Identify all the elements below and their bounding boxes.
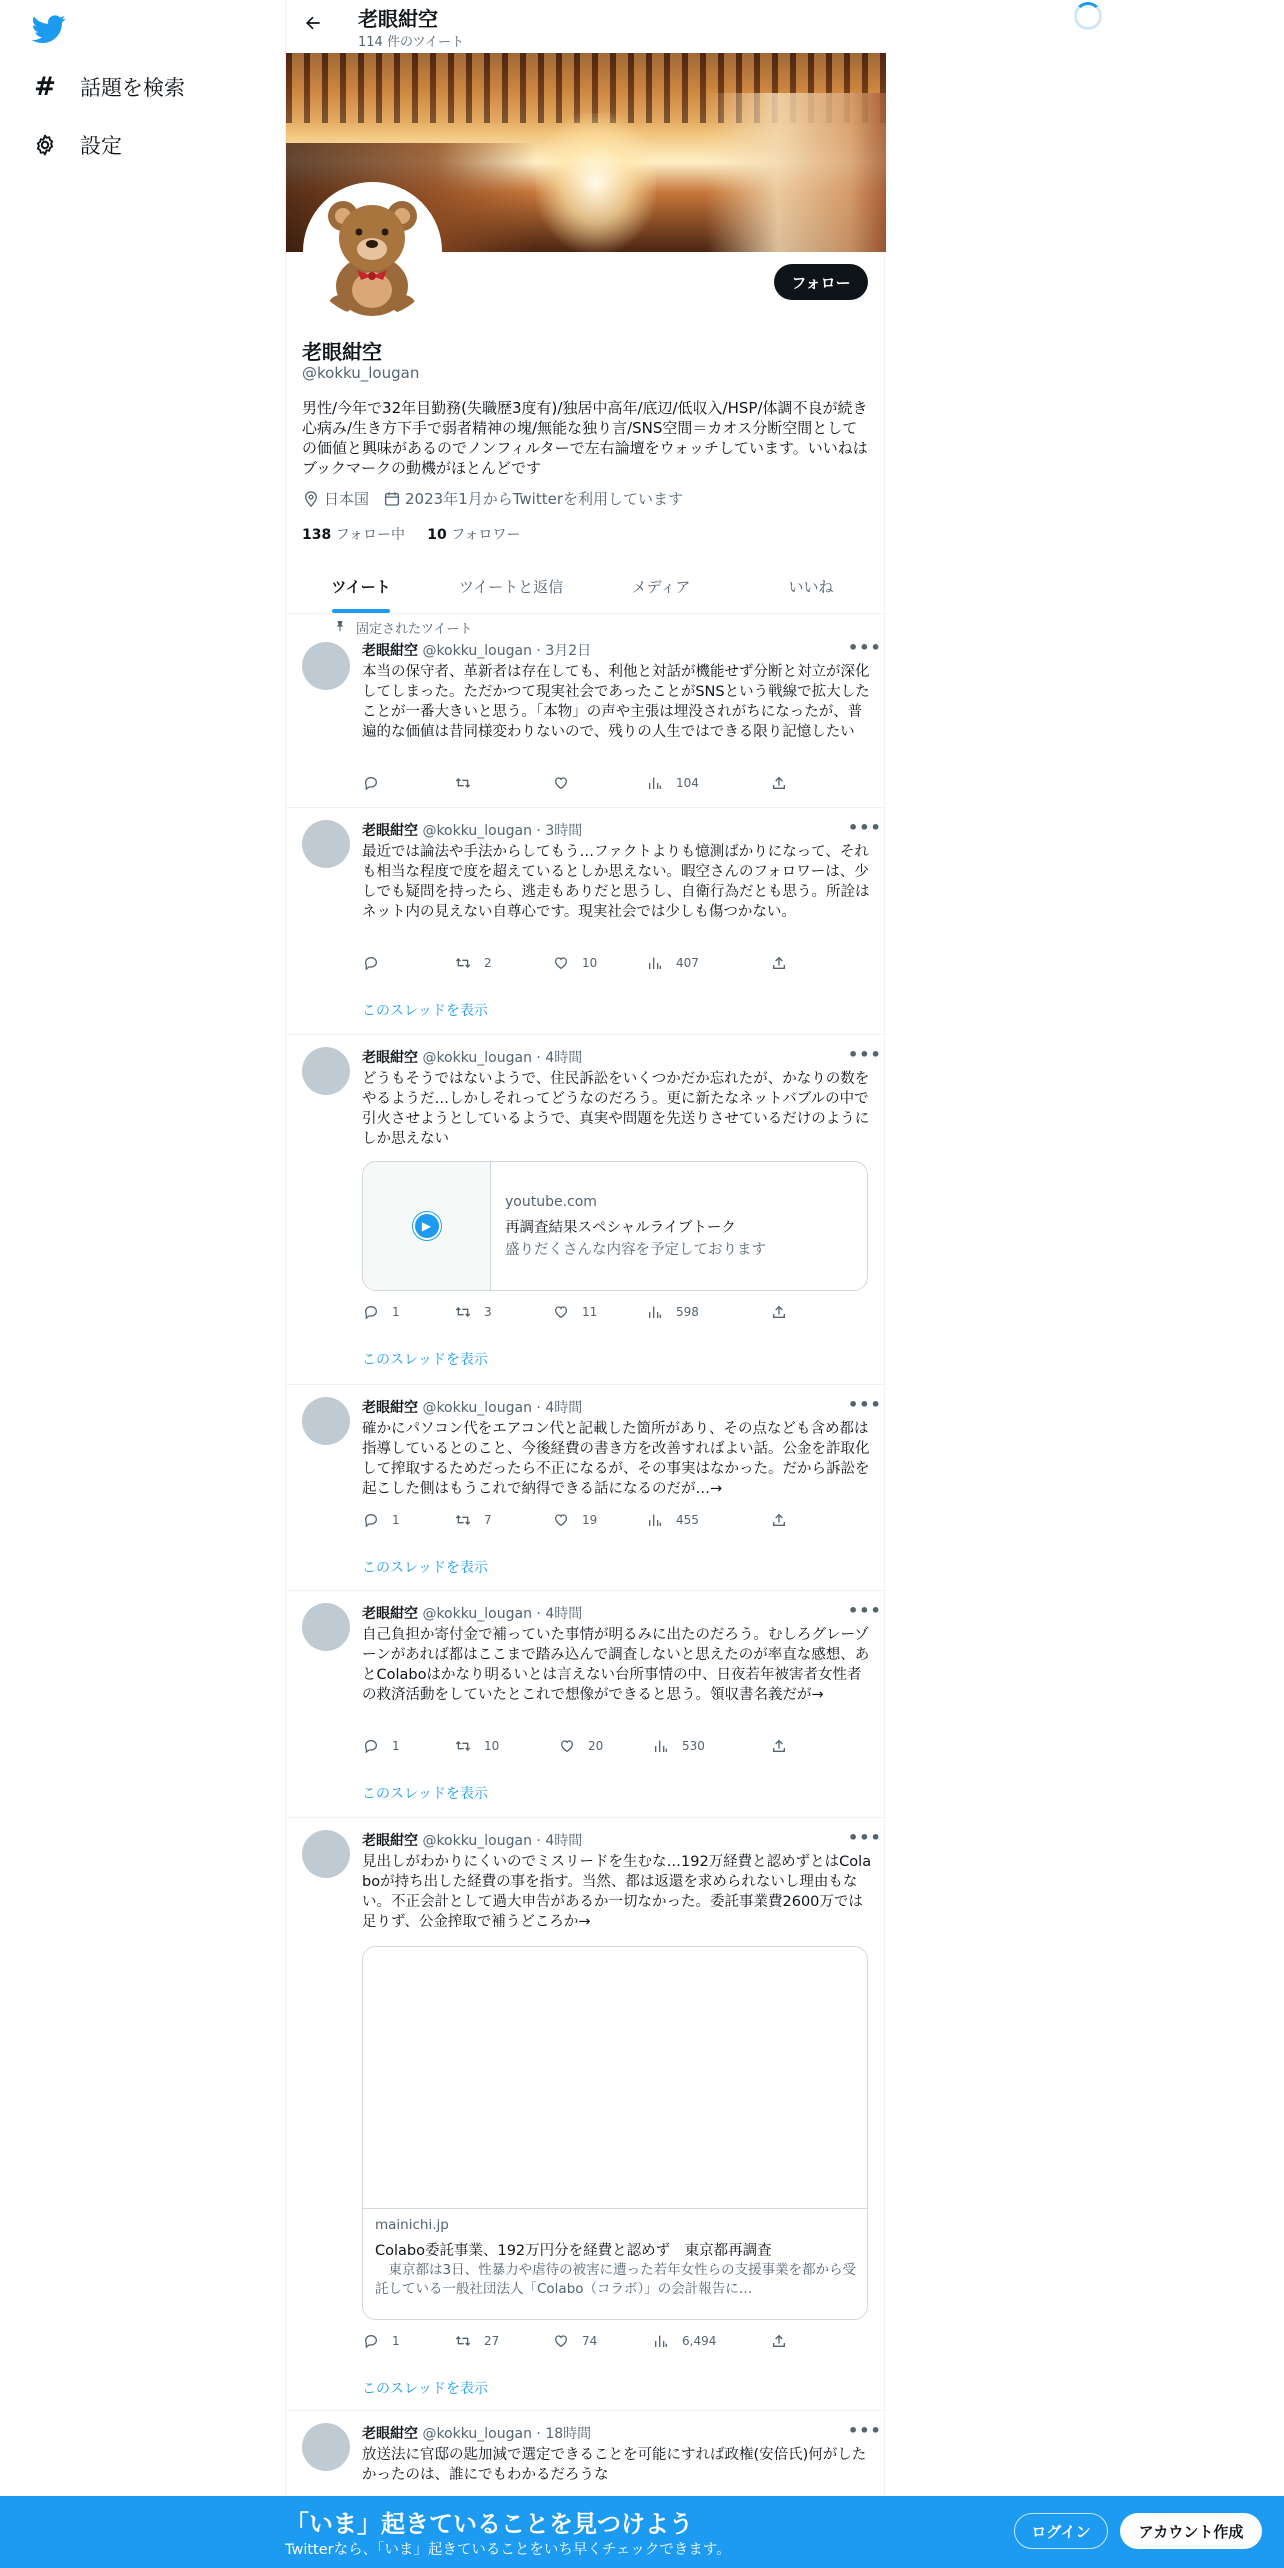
card-image xyxy=(363,1947,867,2209)
show-thread-link[interactable]: このスレッドを表示 xyxy=(362,1560,488,1576)
tweet-header: 老眼紺空 @kokku_lougan · 18時間 xyxy=(362,2426,592,2442)
more-options-icon[interactable]: ••• xyxy=(848,818,882,837)
reply-button[interactable]: 1 xyxy=(362,1303,400,1321)
profile-bio: 男性/今年で32年目勤務(失職歴3度有)/独居中高年/底辺/低収入/HSP/体調不良が続き心病み/生き方下手で弱者精神の塊/無能な独り言/SNS空間＝カオス分断空間としての価値と興味があるのでノンフィルターで左右論壇をウォッチしています。いいねはブックマークの動機がほとんどです xyxy=(302,399,868,477)
followers-link[interactable]: 10 フォロワー xyxy=(427,527,521,543)
tab-media[interactable]: メディア xyxy=(631,578,691,596)
tweet-header: 老眼紺空 @kokku_lougan · 3月2日 xyxy=(362,643,592,659)
nav-explore-label: 話題を検索 xyxy=(80,76,185,100)
retweet-icon xyxy=(454,1511,472,1529)
tweet-avatar[interactable] xyxy=(302,1603,350,1651)
card-thumbnail xyxy=(363,1162,491,1290)
profile-joined xyxy=(383,488,683,509)
tab-likes[interactable]: いいね xyxy=(788,578,834,596)
signup-button[interactable]: アカウント作成 xyxy=(1120,2513,1262,2549)
more-options-icon[interactable]: ••• xyxy=(848,1601,882,1620)
tweet-time[interactable]: 3月2日 xyxy=(545,643,592,659)
show-thread-link[interactable]: このスレッドを表示 xyxy=(362,1003,488,1019)
tweet-item[interactable] xyxy=(286,1591,886,1818)
more-options-icon[interactable]: ••• xyxy=(848,638,882,657)
retweet-icon xyxy=(454,1303,472,1321)
tweet-actions xyxy=(362,774,862,794)
bar-chart-icon xyxy=(646,1303,664,1321)
retweet-button[interactable]: 10 xyxy=(454,1737,499,1755)
tweet-avatar[interactable] xyxy=(302,1397,350,1445)
tweet-time[interactable]: 3時間 xyxy=(545,823,583,839)
header-tweet-count: 114 件のツイート xyxy=(358,35,465,50)
gear-icon xyxy=(32,132,58,158)
profile-column xyxy=(285,0,885,2568)
more-options-icon[interactable]: ••• xyxy=(848,1045,882,1064)
header-title: 老眼紺空 xyxy=(358,7,438,31)
share-button[interactable] xyxy=(770,1511,788,1529)
tweet-actions xyxy=(362,1511,862,1531)
nav-settings[interactable] xyxy=(32,125,122,165)
reply-icon xyxy=(362,954,380,972)
joined-text: 2023年1月からTwitterを利用しています xyxy=(405,490,684,508)
login-button[interactable]: ログイン xyxy=(1014,2513,1108,2549)
tweet-header: 老眼紺空 @kokku_lougan · 4時間 xyxy=(362,1050,583,1066)
reply-button[interactable] xyxy=(362,774,392,792)
tweet-actions xyxy=(362,2332,862,2352)
heart-icon xyxy=(552,954,570,972)
views-button[interactable]: 407 xyxy=(646,954,699,972)
share-icon xyxy=(770,2332,788,2350)
retweet-button[interactable]: 3 xyxy=(454,1303,492,1321)
tweet-avatar[interactable] xyxy=(302,2423,350,2471)
bar-chart-icon xyxy=(646,954,664,972)
card-domain: youtube.com xyxy=(505,1194,597,1210)
profile-location xyxy=(302,488,369,509)
calendar-icon xyxy=(383,490,401,508)
twitter-bird-icon[interactable] xyxy=(32,12,66,46)
location-pin-icon xyxy=(302,490,320,508)
bar-chart-icon xyxy=(652,1737,670,1755)
link-card[interactable] xyxy=(362,1946,868,2320)
card-description: 盛りだくさんな内容を予定しております xyxy=(505,1242,766,1258)
back-arrow-icon[interactable] xyxy=(300,13,326,39)
like-button[interactable]: 19 xyxy=(552,1511,597,1529)
share-icon xyxy=(770,954,788,972)
retweet-button[interactable]: 7 xyxy=(454,1511,492,1529)
heart-icon xyxy=(552,1303,570,1321)
bar-chart-icon xyxy=(652,2332,670,2350)
retweet-button[interactable] xyxy=(454,774,484,792)
share-button[interactable] xyxy=(770,2332,788,2350)
tweet-header: 老眼紺空 @kokku_lougan · 4時間 xyxy=(362,1833,583,1849)
tweet-time[interactable]: 4時間 xyxy=(545,1400,583,1416)
tweet-time[interactable]: 4時間 xyxy=(545,1833,583,1849)
tweet-time[interactable]: 18時間 xyxy=(545,2426,592,2442)
like-button[interactable]: 10 xyxy=(552,954,597,972)
tab-tweets-replies[interactable]: ツイートと返信 xyxy=(458,578,564,596)
more-options-icon[interactable]: ••• xyxy=(848,2421,882,2440)
card-description: 東京都は3日、性暴力や虐待の被害に遭った若年女性らの支援事業を都から受託している一般社団法人「Colabo（コラボ）」の会計報告に… xyxy=(375,2262,857,2297)
share-icon xyxy=(770,1737,788,1755)
reply-icon xyxy=(362,2332,380,2350)
like-button[interactable] xyxy=(552,774,582,792)
tweet-item[interactable] xyxy=(286,808,886,1035)
profile-header-bar xyxy=(286,0,886,52)
tab-tweets[interactable]: ツイート xyxy=(286,560,436,613)
tweet-avatar[interactable] xyxy=(302,642,350,690)
share-button[interactable] xyxy=(770,1737,788,1755)
location-text: 日本国 xyxy=(324,490,370,508)
views-button[interactable]: 598 xyxy=(646,1303,699,1321)
reply-icon xyxy=(362,774,380,792)
tweet-actions xyxy=(362,1737,862,1757)
play-icon[interactable]: ▶ xyxy=(413,1212,441,1240)
profile-follow-stats xyxy=(302,524,521,544)
tweet-item[interactable] xyxy=(286,1818,886,2411)
pin-icon xyxy=(332,620,346,636)
like-button[interactable]: 11 xyxy=(552,1303,597,1321)
share-icon xyxy=(770,774,788,792)
tweet-time[interactable]: 4時間 xyxy=(545,1606,583,1622)
tweet-avatar[interactable] xyxy=(302,820,350,868)
tweet-text: 放送法に官邸の匙加減で選定できることを可能にすれば政権(安倍氏)何がしたかったのは、誰にでもわかるだろうな xyxy=(362,2447,867,2483)
pinned-indicator: 固定されたツイート xyxy=(332,618,472,637)
bar-chart-icon xyxy=(646,774,664,792)
nav-settings-label: 設定 xyxy=(80,134,122,158)
like-button[interactable]: 20 xyxy=(558,1737,603,1755)
tweet-text: 見出しがわかりにくいのでミスリードを生むな…192万経費と認めずとはColaboが持ち出した経費の事を指す。当然、都は返還を求められないし理由もない。不正会計として過大申告があるか一切なかった。委託事業費2600万では足りず、公金搾取で補うどころか→ xyxy=(362,1854,872,1930)
retweet-icon xyxy=(454,1737,472,1755)
following-link[interactable]: 138 フォロー中 xyxy=(302,527,405,543)
show-thread-link[interactable]: このスレッドを表示 xyxy=(362,1352,488,1368)
reply-button[interactable]: 1 xyxy=(362,2332,400,2350)
show-thread-link[interactable]: このスレッドを表示 xyxy=(362,1786,488,1802)
reply-icon xyxy=(362,1737,380,1755)
more-options-icon[interactable]: ••• xyxy=(848,1395,882,1414)
tweet-text: 本当の保守者、革新者は存在しても、利他と対話が機能せず分断と対立が深化してしまった。ただかつて現実社会であったことがSNSという戦線で拡大したことが一番大きいと思う。「本物」の声や主張は埋没されがちになったが、普遍的な価値は昔同様変わりないので、残りの人生ではできる限り記憶したい xyxy=(362,664,870,740)
tweet-item[interactable] xyxy=(286,614,886,808)
follow-button[interactable]: フォロー xyxy=(774,264,868,300)
tweet-item[interactable] xyxy=(286,1035,886,1385)
tweet-text: 確かにパソコン代をエアコン代と記載した箇所があり、その点なども含め都は指導しているとのこと、今後経費の書き方を改善すればよい話。公金を詐取化して搾取するためだったら不正になるが、その事実はなかった。だから訴訟を起こした側はもうこれで納得できる話になるのだが…→ xyxy=(362,1421,870,1497)
like-button[interactable]: 74 xyxy=(552,2332,597,2350)
retweet-button[interactable]: 27 xyxy=(454,2332,499,2350)
card-title: Colabo委託事業、192万円分を経費と認めず 東京都再調査 xyxy=(375,2243,772,2259)
heart-icon xyxy=(558,1737,576,1755)
tweet-actions xyxy=(362,954,862,974)
hashtag-icon: # xyxy=(34,72,56,102)
signup-banner xyxy=(0,2496,1284,2568)
tweet-text: どうもそうではないようで、住民訴訟をいくつかだか忘れたが、かなりの数をやるようだ…しかしそれってどうなのだろう。更に新たなネットバブルの中で引火させようとしているようで、真実や問題を先送りさせているだけのようにしか思えない xyxy=(362,1071,870,1147)
views-button[interactable]: 6,494 xyxy=(652,2332,716,2350)
tweet-header: 老眼紺空 @kokku_lougan · 4時間 xyxy=(362,1400,583,1416)
tweet-header: 老眼紺空 @kokku_lougan · 4時間 xyxy=(362,1606,583,1622)
tweet-text: 自己負担か寄付金で補っていた事情が明るみに出たのだろう。むしろグレーゾーンがあれば都はここまで踏み込んで調査しないと思えたのが率直な感想、あとColaboはかなり明るいとは言えない台所事情の中、日夜若年被害者女性者の救済活動をしていたとこれで想像ができると思う。領収書名義だが→ xyxy=(362,1627,870,1703)
signup-banner-subtitle: Twitterなら、「いま」起きていることをいち早くチェックできます。 xyxy=(285,2542,731,2558)
reply-button[interactable]: 1 xyxy=(362,1737,400,1755)
tweet-avatar[interactable] xyxy=(302,1830,350,1878)
show-thread-link[interactable]: このスレッドを表示 xyxy=(362,2381,488,2397)
tweet-actions xyxy=(362,1303,862,1323)
heart-icon xyxy=(552,774,570,792)
nav-explore[interactable] xyxy=(32,67,185,107)
reply-icon xyxy=(362,1511,380,1529)
more-options-icon[interactable]: ••• xyxy=(848,1828,882,1847)
card-title: 再調査結果スペシャルライブトーク xyxy=(505,1220,736,1236)
profile-name: 老眼紺空 xyxy=(302,340,382,364)
link-card[interactable] xyxy=(362,1161,868,1291)
share-button[interactable] xyxy=(770,774,788,792)
retweet-button[interactable]: 2 xyxy=(454,954,492,972)
retweet-icon xyxy=(454,954,472,972)
views-button[interactable]: 104 xyxy=(646,774,699,792)
share-button[interactable] xyxy=(770,954,788,972)
profile-tabs xyxy=(286,560,886,614)
share-icon xyxy=(770,1511,788,1529)
reply-button[interactable] xyxy=(362,954,392,972)
tweet-text: 最近では論法や手法からしてもう…ファクトよりも憶測ばかりになって、それも相当な程度で度を超えているとしか思えない。暇空さんのフォロワーは、少しでも疑問を持ったら、逃走もありだと思うし、自衛行為だとも思う。所詮はネット内の見えない自尊心です。現実社会では少しも傷つかない。 xyxy=(362,844,870,920)
bar-chart-icon xyxy=(646,1511,664,1529)
retweet-icon xyxy=(454,774,472,792)
tweet-header: 老眼紺空 @kokku_lougan · 3時間 xyxy=(362,823,583,839)
reply-icon xyxy=(362,1303,380,1321)
loading-spinner-icon xyxy=(1074,2,1102,30)
tweet-item[interactable] xyxy=(286,1385,886,1591)
profile-meta xyxy=(302,488,697,509)
share-button[interactable] xyxy=(770,1303,788,1321)
heart-icon xyxy=(552,2332,570,2350)
share-icon xyxy=(770,1303,788,1321)
heart-icon xyxy=(552,1511,570,1529)
profile-avatar[interactable] xyxy=(303,182,442,321)
views-button[interactable]: 530 xyxy=(652,1737,705,1755)
signup-banner-title: 「いま」起きていることを見つけよう xyxy=(285,2510,693,2538)
reply-button[interactable]: 1 xyxy=(362,1511,400,1529)
tweet-avatar[interactable] xyxy=(302,1047,350,1095)
views-button[interactable]: 455 xyxy=(646,1511,699,1529)
tweet-time[interactable]: 4時間 xyxy=(545,1050,583,1066)
retweet-icon xyxy=(454,2332,472,2350)
card-domain: mainichi.jp xyxy=(375,2217,449,2233)
profile-handle: @kokku_lougan xyxy=(302,364,420,382)
